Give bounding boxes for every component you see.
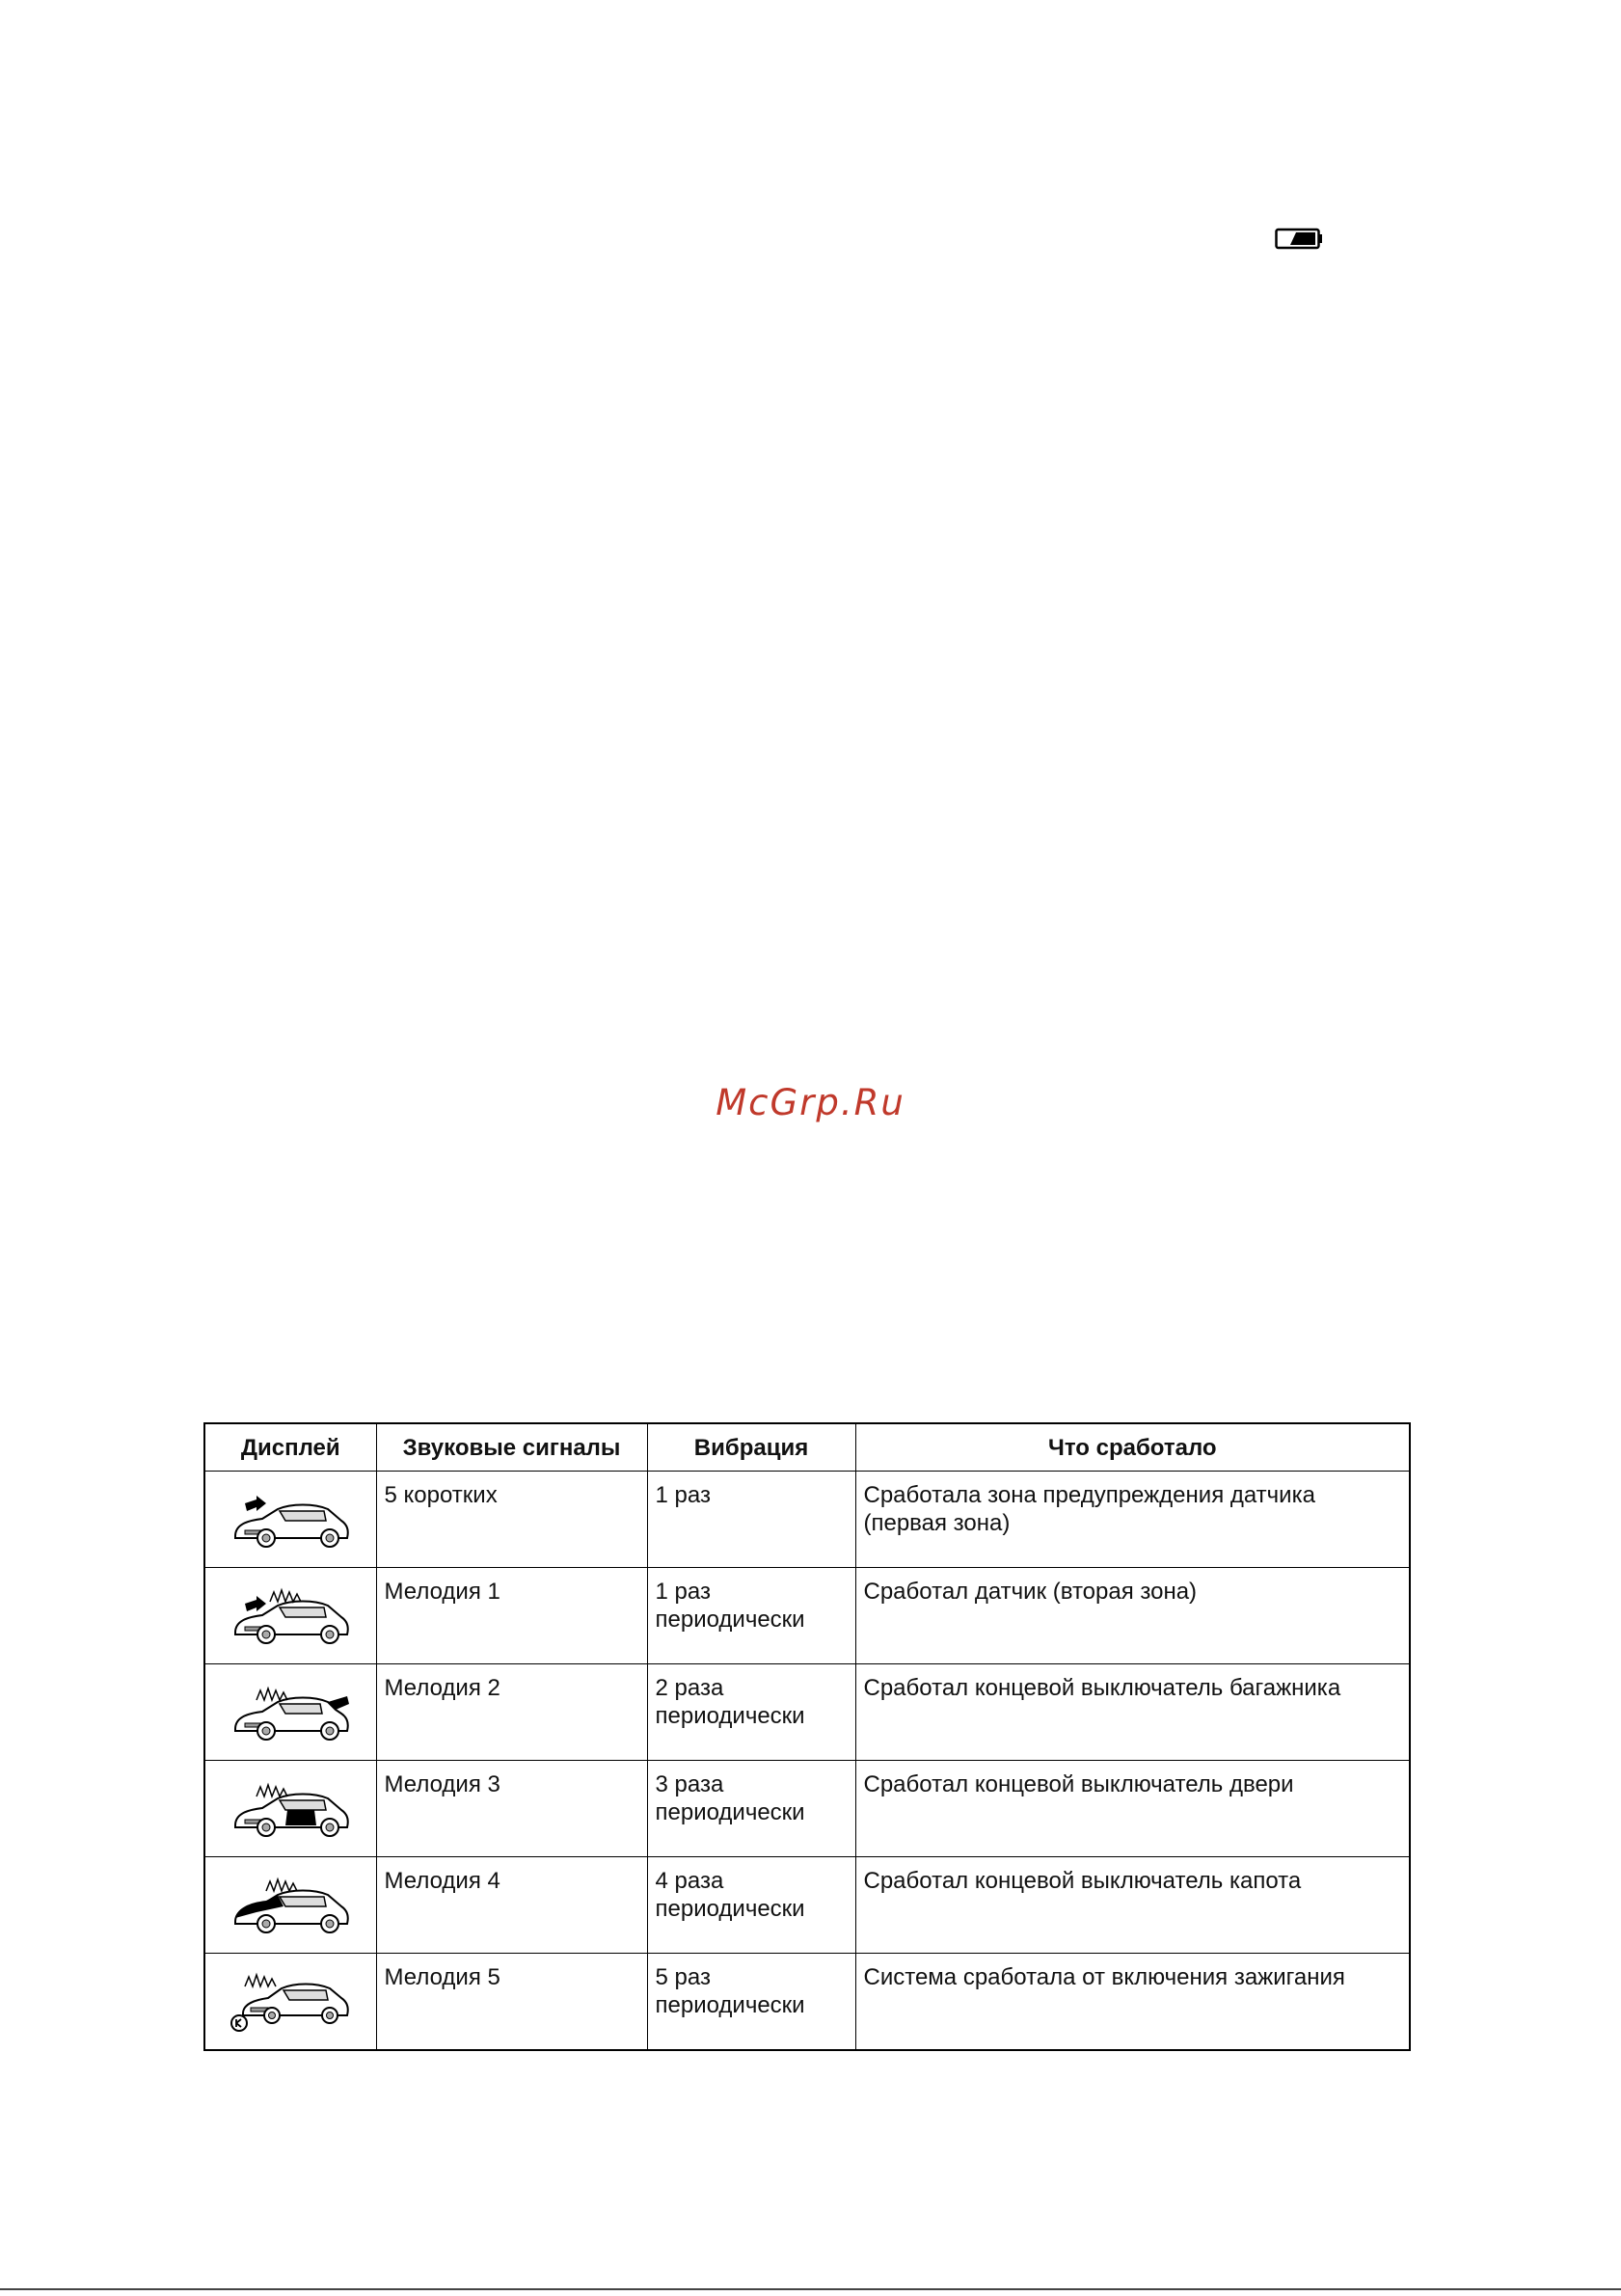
sound-cell: Мелодия 2: [376, 1664, 647, 1761]
vibration-mode: периодически: [655, 1799, 805, 1825]
vibration-count: 2 раза: [655, 1675, 724, 1701]
table-row: [204, 1857, 1410, 1954]
sound-cell: Мелодия 3: [376, 1761, 647, 1857]
table-row: [204, 1664, 1410, 1761]
what-triggered-note: (первая зона): [863, 1510, 1011, 1536]
vibration-count: 4 раза: [655, 1868, 724, 1894]
car-door-icon: [228, 1775, 353, 1843]
display-cell: [204, 1664, 376, 1761]
what-triggered-text: Сработала зона предупреждения датчика: [863, 1482, 1315, 1508]
vibration-mode: периодически: [655, 1607, 805, 1633]
what-triggered-text: Сработал концевой выключатель двери: [863, 1771, 1294, 1797]
header-vibration: Вибрация: [647, 1423, 855, 1472]
table-row: [204, 1954, 1410, 2050]
sound-cell: Мелодия 1: [376, 1568, 647, 1664]
what-triggered-cell: [855, 1664, 1410, 1761]
display-cell: [204, 1954, 376, 2050]
car-trunk-icon: [228, 1679, 353, 1746]
what-triggered-cell: [855, 1954, 1410, 2050]
table-header-row: [204, 1423, 1410, 1472]
sound-cell: Мелодия 4: [376, 1857, 647, 1954]
vibration-count: 3 раза: [655, 1771, 724, 1797]
what-triggered-text: Система сработала от включения зажигания: [863, 1964, 1345, 1990]
watermark: McGrp.Ru: [716, 1082, 905, 1123]
car-sensor-icon: [228, 1582, 353, 1650]
what-triggered-text: Сработал концевой выключатель багажника: [863, 1675, 1341, 1701]
footer-rule: [0, 2288, 1621, 2290]
what-triggered-cell: [855, 1568, 1410, 1664]
sound-cell: 5 коротких: [376, 1472, 647, 1568]
vibration-cell: [647, 1568, 855, 1664]
battery-icon: [1275, 227, 1323, 250]
display-cell: [204, 1857, 376, 1954]
what-triggered-text: Сработал концевой выключатель капота: [863, 1868, 1302, 1894]
display-cell: [204, 1761, 376, 1857]
car-ignition-icon: [228, 1967, 353, 2035]
what-triggered-cell: [855, 1857, 1410, 1954]
vibration-cell: [647, 1664, 855, 1761]
vibration-mode: периодически: [655, 1703, 805, 1729]
what-triggered-cell: [855, 1761, 1410, 1857]
vibration-mode: периодически: [655, 1992, 805, 2018]
vibration-cell: [647, 1954, 855, 2050]
vibration-cell: [647, 1857, 855, 1954]
display-cell: [204, 1472, 376, 1568]
table-row: [204, 1568, 1410, 1664]
header-what-triggered: Что сработало: [855, 1423, 1410, 1472]
car-warning-zone-icon: [228, 1486, 353, 1553]
vibration-mode: периодически: [655, 1896, 805, 1922]
vibration-cell: [647, 1761, 855, 1857]
vibration-count: 1 раз: [655, 1482, 711, 1508]
header-display: Дисплей: [204, 1423, 376, 1472]
car-hood-icon: [228, 1872, 353, 1939]
table-row: [204, 1472, 1410, 1568]
what-triggered-cell: [855, 1472, 1410, 1568]
what-triggered-text: Сработал датчик (вторая зона): [863, 1579, 1198, 1605]
vibration-count: 5 раз: [655, 1964, 711, 1990]
sound-cell: Мелодия 5: [376, 1954, 647, 2050]
vibration-count: 1 раз: [655, 1579, 711, 1605]
alarm-signals-table: [203, 1422, 1411, 2051]
header-sound: Звуковые сигналы: [376, 1423, 647, 1472]
table-row: [204, 1761, 1410, 1857]
display-cell: [204, 1568, 376, 1664]
vibration-cell: [647, 1472, 855, 1568]
